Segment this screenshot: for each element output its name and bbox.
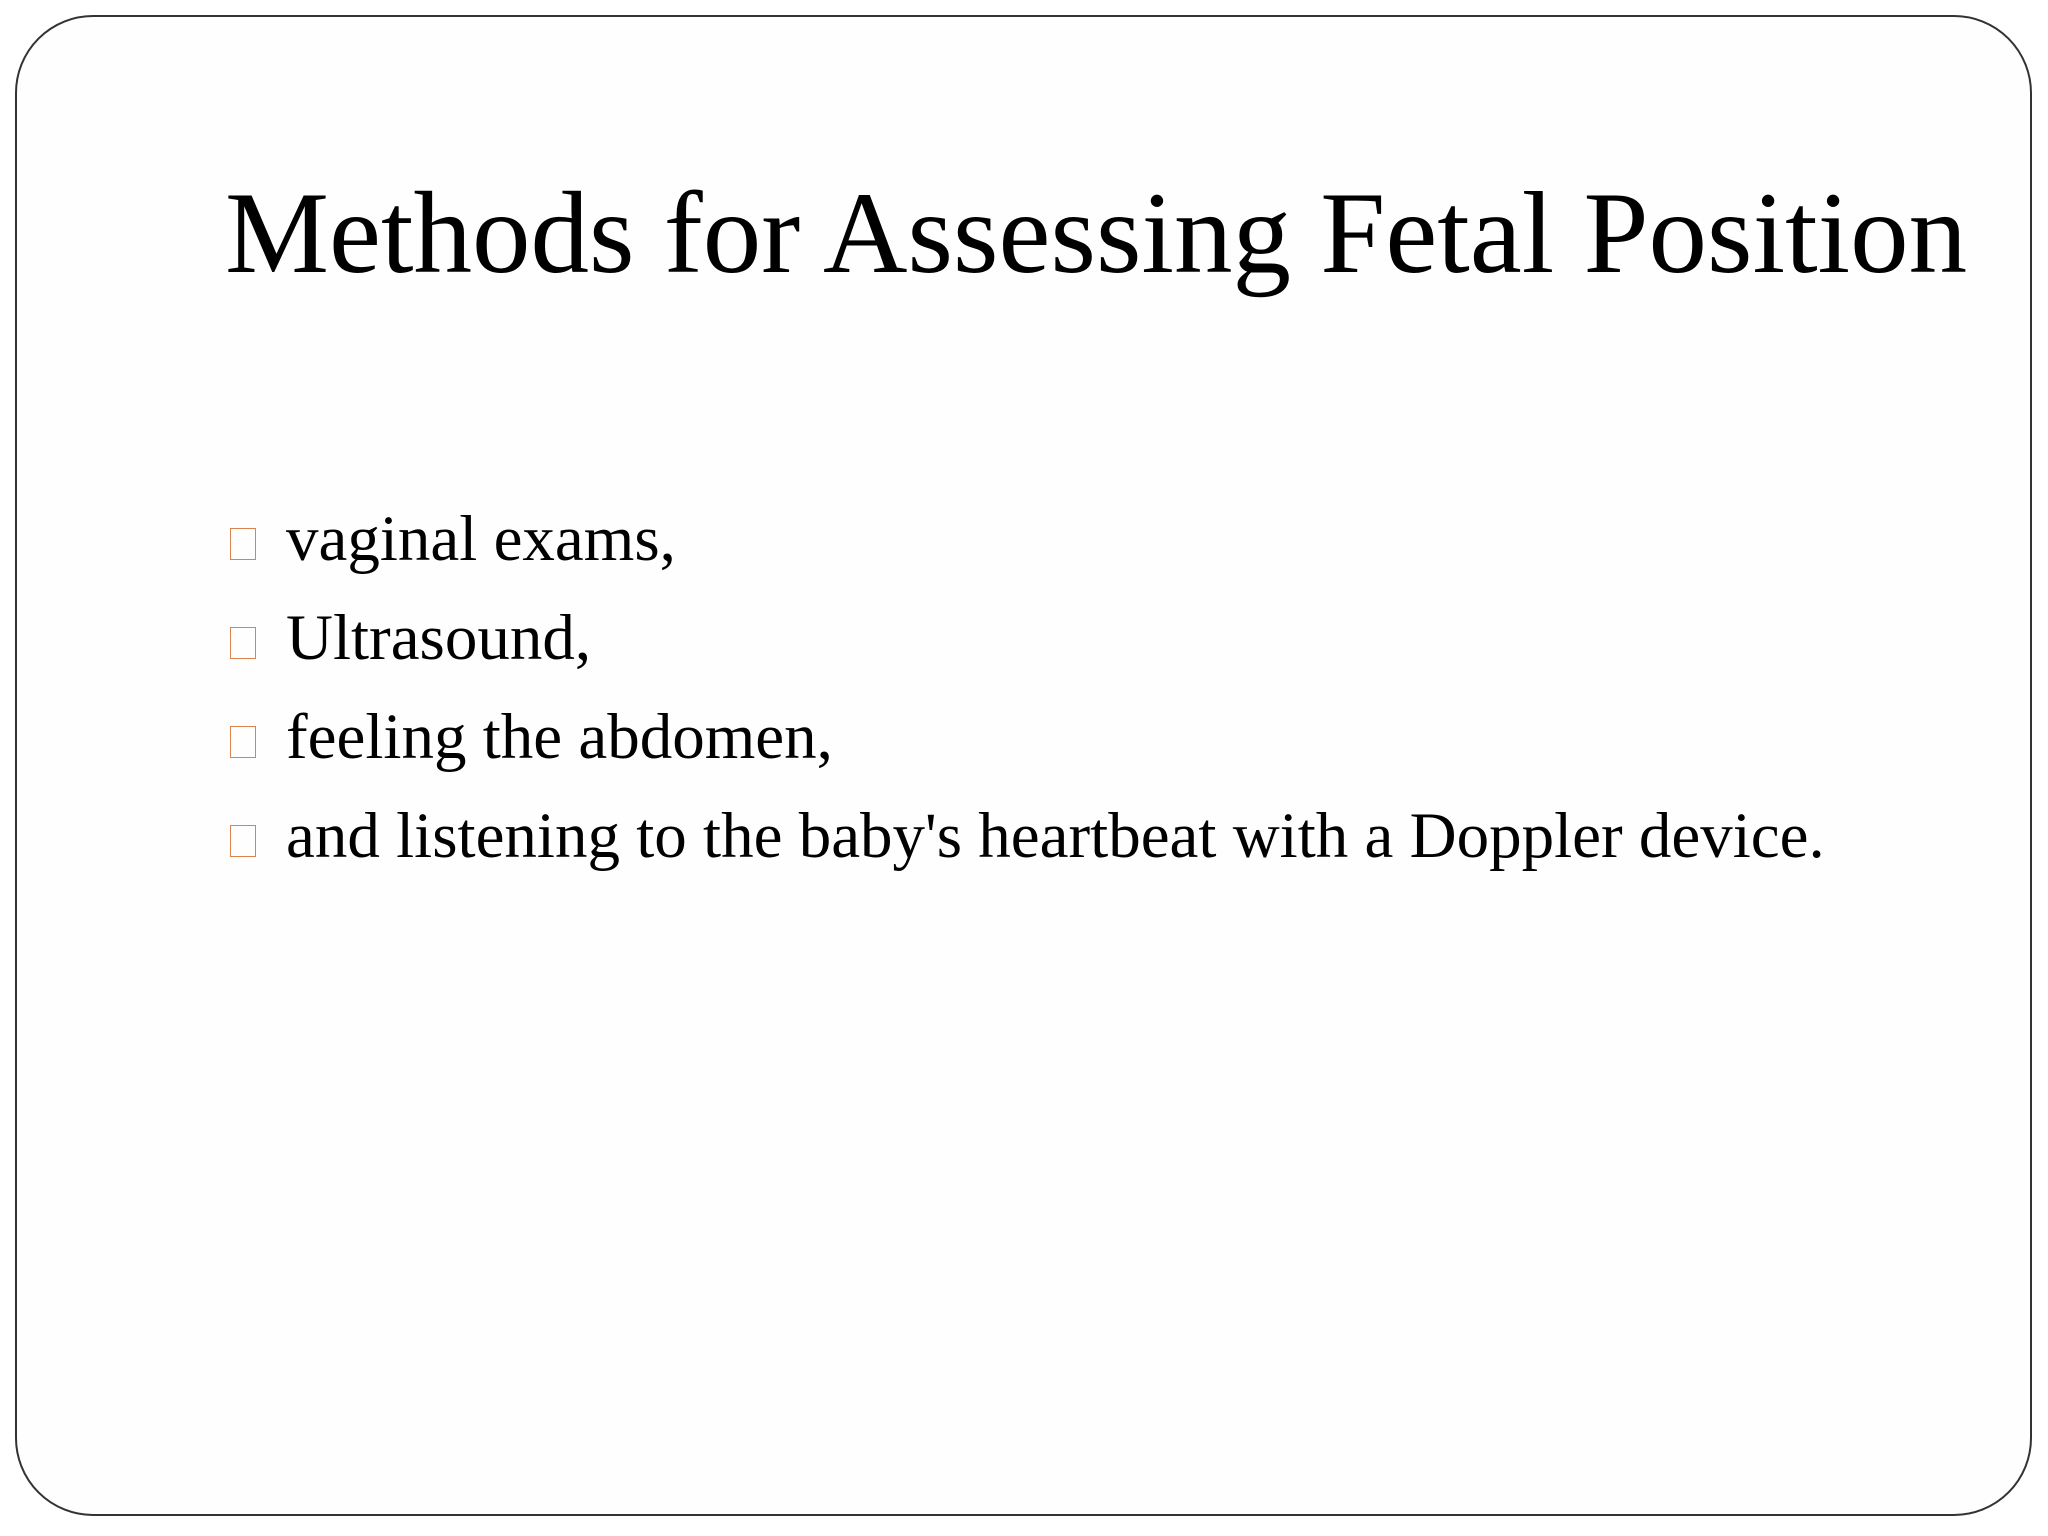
square-bullet-icon — [230, 726, 256, 758]
square-bullet-icon — [230, 627, 256, 659]
bullet-list — [230, 490, 1990, 886]
list-item — [230, 589, 1990, 688]
list-item — [230, 490, 1990, 589]
bullet-text: and listening to the baby's heartbeat with a Doppler device. — [286, 800, 1825, 872]
slide-title: Methods for Assessing Fetal Position — [225, 169, 1968, 298]
bullet-text: Ultrasound, — [286, 602, 592, 674]
list-item — [230, 787, 1990, 886]
bullet-text: vaginal exams, — [286, 503, 676, 575]
bullet-text: feeling the abdomen, — [286, 701, 833, 773]
square-bullet-icon — [230, 528, 256, 560]
square-bullet-icon — [230, 825, 256, 857]
list-item — [230, 688, 1990, 787]
